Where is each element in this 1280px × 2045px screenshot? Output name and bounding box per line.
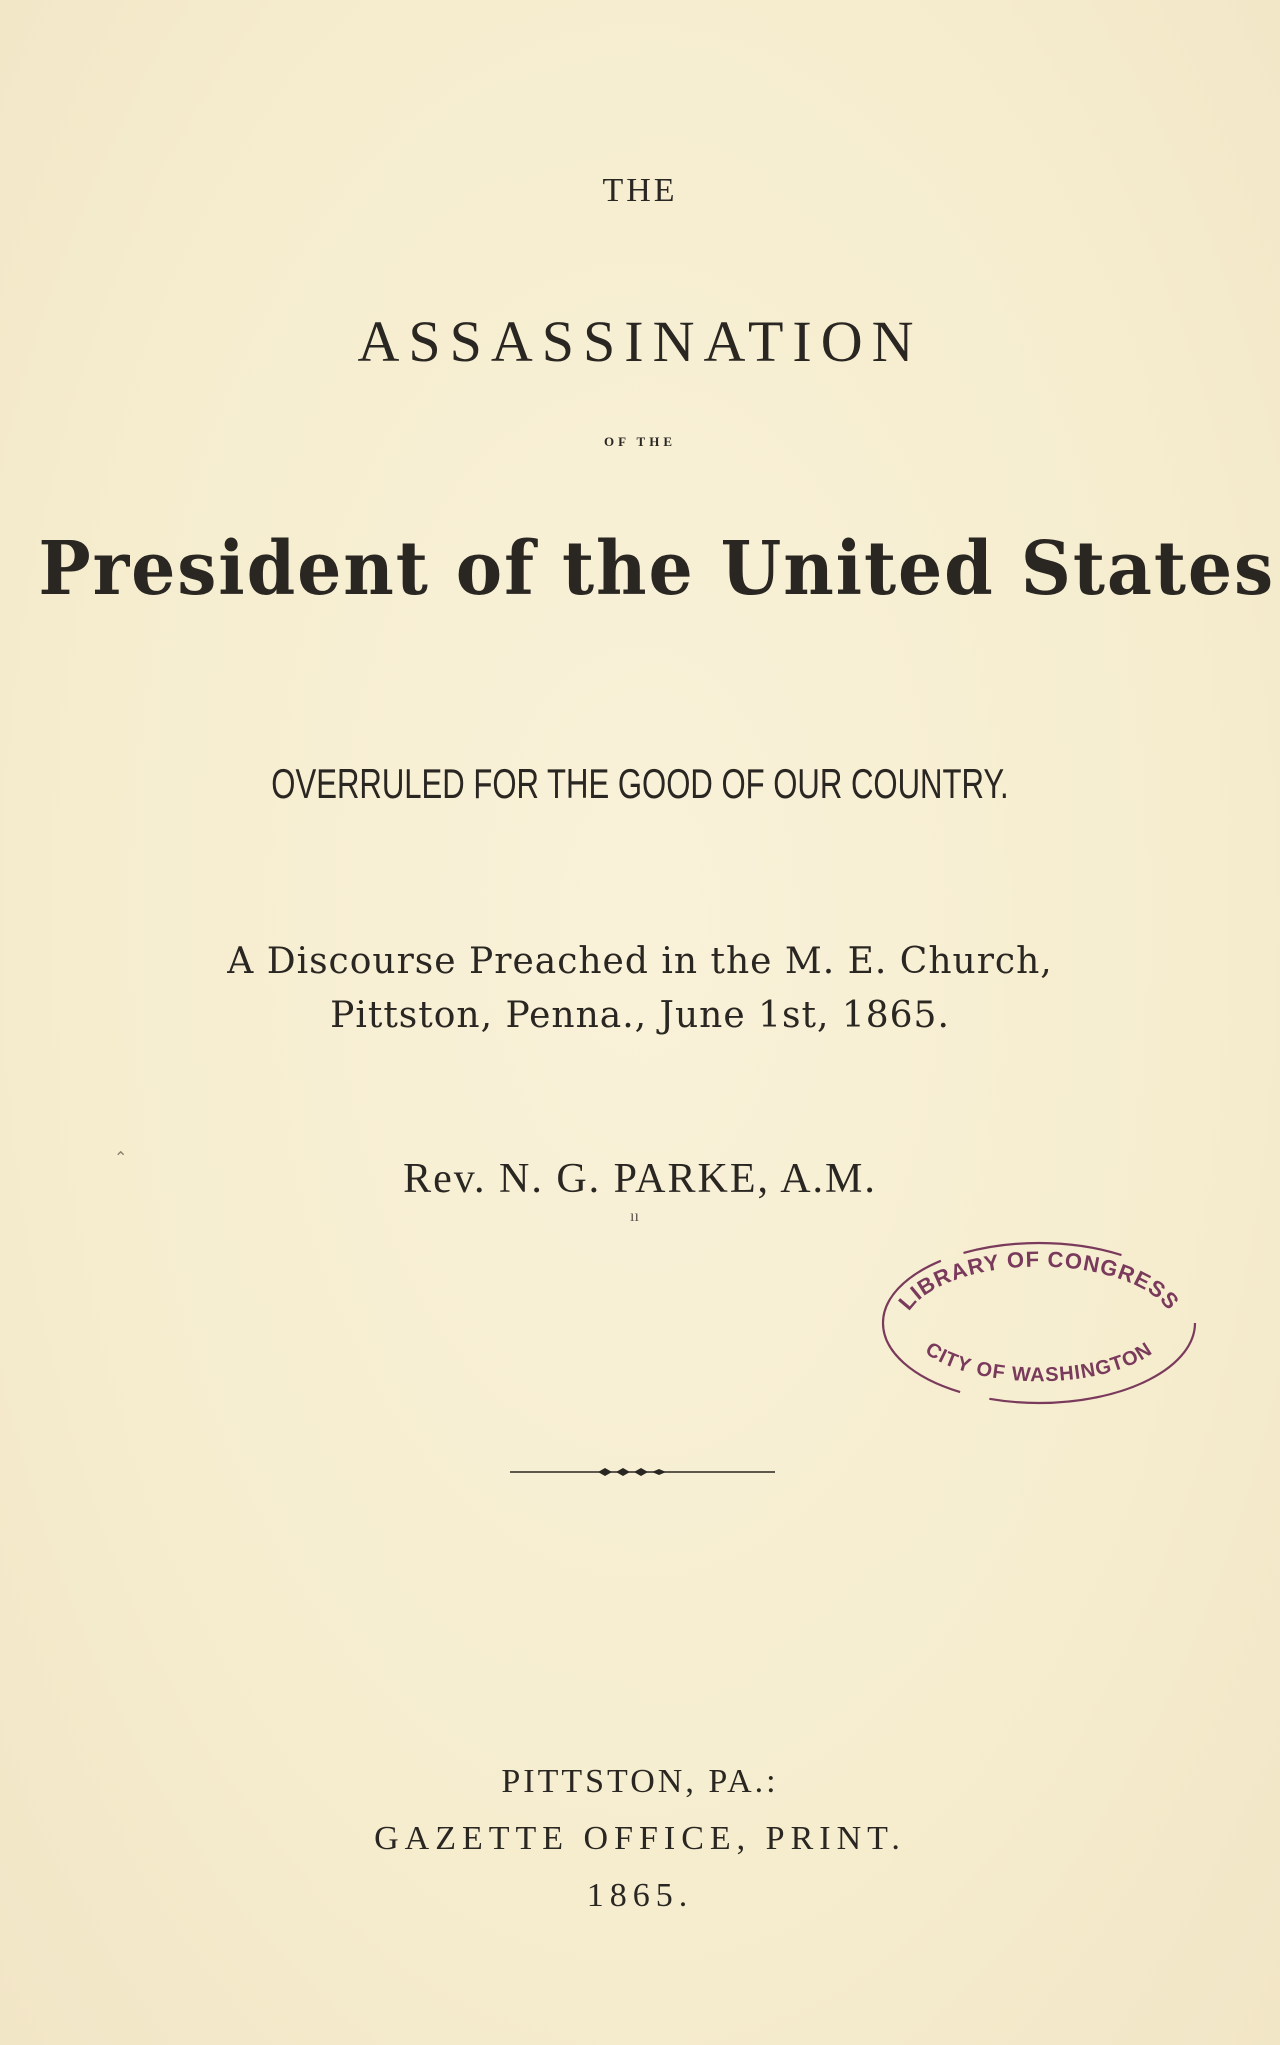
imprint-block xyxy=(0,1753,1280,1924)
discourse-block xyxy=(0,935,1280,1043)
stamp-bottom-text: CITY OF WASHINGTON xyxy=(921,1338,1157,1387)
imprint-place: PITTSTON, PA.: xyxy=(501,1763,779,1800)
library-stamp xyxy=(876,1228,1202,1418)
discourse-line-1: A Discourse Preached in the M. E. Church, xyxy=(227,941,1053,982)
title-of-the: OF THE xyxy=(603,434,677,449)
margin-mark: ⌃ xyxy=(114,1148,128,1167)
title-president-line: President of the United States xyxy=(38,526,1276,612)
title-the: THE xyxy=(602,172,678,209)
discourse-line-2: Pittston, Penna., June 1st, 1865. xyxy=(330,995,950,1036)
subtitle-overruled: OVERRULED FOR THE GOOD OF OUR COUNTRY. xyxy=(271,760,1009,807)
pencil-tick-mark: ıı xyxy=(630,1208,639,1225)
ornamental-divider xyxy=(510,1466,775,1478)
imprint-printer: GAZETTE OFFICE, PRINT. xyxy=(374,1820,906,1857)
stamp-top-text: LIBRARY OF CONGRESS xyxy=(893,1246,1185,1315)
imprint-year: 1865. xyxy=(586,1877,694,1914)
title-assassination: ASSASSINATION xyxy=(357,309,923,374)
author-line: Rev. N. G. PARKE, A.M. xyxy=(403,1156,877,1202)
